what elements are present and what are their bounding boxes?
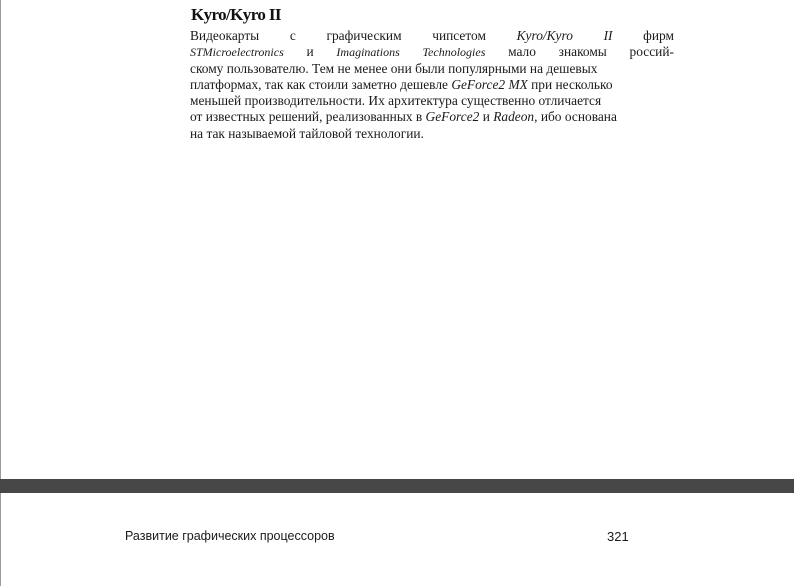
paragraph-line-3: скому пользователю. Тем не менее они были популярными на дешевых [190, 60, 598, 76]
word: Kyro/Kyro [516, 28, 573, 43]
word: Imaginations [336, 45, 400, 60]
word: Technologies [422, 45, 486, 60]
word: Видеокарты [190, 28, 260, 43]
paragraph-line-2 [190, 44, 674, 60]
text-run-italic: GeForce2 MX [451, 76, 528, 92]
text-run-italic: GeForce2 [425, 109, 480, 125]
word: II [603, 28, 613, 43]
text-run: ибо основана [537, 109, 617, 125]
word: мало [508, 44, 536, 60]
document-page-lower [0, 493, 794, 586]
page-separator [0, 479, 794, 493]
word: фирм [643, 28, 674, 43]
text-run: и [479, 109, 494, 125]
text-run: от известных решений, реализованных в [190, 109, 426, 125]
running-footer-title: Развитие графических процессоров [125, 529, 335, 543]
section-heading: Kyro/Kyro II [191, 5, 281, 24]
body-paragraph [190, 28, 674, 142]
word: STMicroelectronics [190, 45, 284, 60]
paragraph-line-5: меньшей производительности. Их архитектура существенно отличается [190, 93, 602, 109]
word: знакомы [558, 44, 607, 60]
paragraph-line-4 [190, 77, 674, 93]
text-run: при несколько [527, 76, 613, 92]
text-run-italic: Radeon, [493, 109, 538, 125]
paragraph-line-6 [190, 109, 674, 125]
word: россий- [629, 44, 674, 60]
word: и [306, 44, 314, 60]
text-run: платформах, так как стоили заметно дешевле [190, 76, 452, 92]
page-number: 321 [607, 529, 629, 544]
word: графическим [326, 28, 402, 43]
word: с [289, 28, 296, 43]
word: чипсетом [432, 28, 486, 43]
paragraph-line-1 [190, 28, 674, 44]
paragraph-line-7: на так называемой тайловой технологии. [190, 125, 424, 141]
